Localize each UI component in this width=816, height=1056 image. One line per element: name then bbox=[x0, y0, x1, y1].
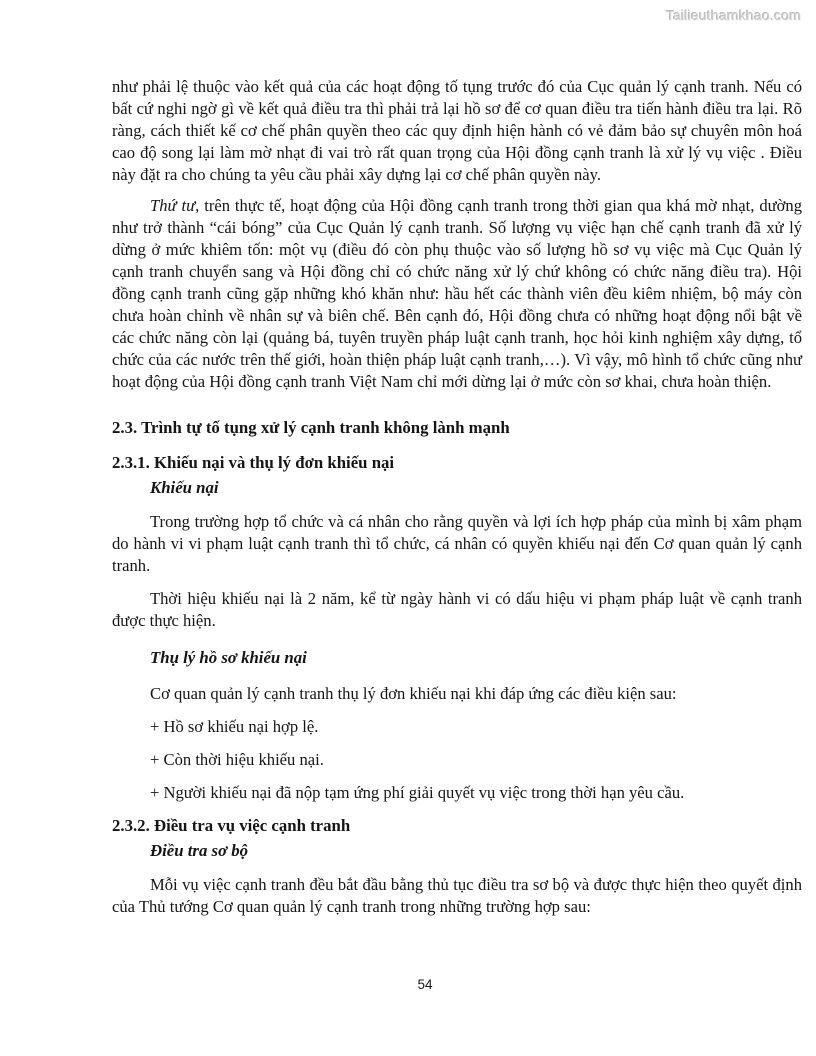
paragraph-continuation: như phải lệ thuộc vào kết quả của các hoạt động tố tụng trước đó của Cục quản lý cạnh tranh. Nếu có bất cứ nghi ngờ gì về kết quả điều tra thì phải trả lại hồ sơ để cơ quan điều tra tiến hành điều tra lại. Rõ ràng, cách thiết kế cơ chế phân quyền theo các quy định hiện hành có vẻ đảm bảo sự chuyên môn hoá cao độ song lại làm mờ nhạt đi vai trò rất quan trọng của Hội đồng cạnh tranh là xử lý vụ việc . Điều này đặt ra cho chúng ta yêu cầu phải xây dựng lại cơ chế phân quyền này. bbox=[112, 77, 802, 184]
subheading-thu-ly-ho-so: Thụ lý hồ sơ khiếu nại bbox=[150, 648, 307, 667]
bullet-con-thoi-hieu: + Còn thời hiệu khiếu nại. bbox=[150, 750, 324, 769]
bullet-ho-so-hop-le: + Hồ sơ khiếu nại hợp lệ. bbox=[150, 717, 319, 736]
page-footer bbox=[0, 976, 816, 994]
subheading-dieu-tra-so-bo: Điều tra sơ bộ bbox=[150, 841, 249, 860]
paragraph-khieu-nai-dinh-nghia: Trong trường hợp tổ chức và cá nhân cho rằng quyền và lợi ích hợp pháp của mình bị xâm phạm do hành vi vi phạm luật cạnh tranh thì tổ chức, cá nhân có quyền khiếu nại đến Cơ quan quản lý cạnh tranh. bbox=[112, 512, 802, 575]
document-body bbox=[112, 76, 802, 918]
paragraph-thu-tu-text: , trên thực tế, hoạt động của Hội đồng cạnh tranh trong thời gian qua khá mờ nhạt, dường như trở thành “cái bóng” của Cục Quản lý cạnh tranh. Số lượng vụ việc hạn chế cạnh tranh đã xử lý dừng ở mức khiêm tốn: một vụ (điều đó còn phụ thuộc vào số lượng hồ sơ vụ việc mà Cục Quản lý cạnh tranh chuyển sang và Hội đồng chỉ có chức năng xử lý chứ không có chức năng điều tra). Hội đồng cạnh tranh cũng gặp những khó khăn như: hầu hết các thành viên đều kiêm nhiệm, bộ máy còn chưa hoàn chỉnh về nhân sự và biên chế. Bên cạnh đó, Hội đồng chưa có những hoạt động nổi bật về các chức năng còn lại (quảng bá, tuyên truyền pháp luật cạnh tranh, học hỏi kinh nghiệm xây dựng, tổ chức của các nước trên thế giới, hoàn thiện pháp luật cạnh tranh,…). Vì vậy, mô hình tổ chức cũng như hoạt động của Hội đồng cạnh tranh Việt Nam chỉ mới dừng lại ở mức còn sơ khai, chưa hoàn thiện. bbox=[112, 196, 803, 391]
paragraph-thu-tu bbox=[112, 195, 802, 393]
section-heading-2-3-1: 2.3.1. Khiếu nại và thụ lý đơn khiếu nại bbox=[112, 453, 395, 472]
page-number: 54 bbox=[417, 977, 433, 992]
section-heading-2-3: 2.3. Trình tự tố tụng xử lý cạnh tranh không lành mạnh bbox=[112, 418, 510, 437]
paragraph-thoi-hieu: Thời hiệu khiếu nại là 2 năm, kể từ ngày hành vi có dấu hiệu vi phạm pháp luật về cạnh tranh được thực hiện. bbox=[112, 589, 802, 630]
subheading-khieu-nai: Khiếu nại bbox=[150, 478, 219, 497]
paragraph-dieu-tra-so-bo: Mỗi vụ việc cạnh tranh đều bắt đầu bằng thủ tục điều tra sơ bộ và được thực hiện theo quyết định của Thủ tướng Cơ quan quản lý cạnh tranh trong những trường hợp sau: bbox=[112, 875, 802, 916]
bullet-nop-tam-ung-phi: + Người khiếu nại đã nộp tạm ứng phí giải quyết vụ việc trong thời hạn yêu cầu. bbox=[150, 783, 685, 802]
paragraph-dieu-kien-thu-ly: Cơ quan quản lý cạnh tranh thụ lý đơn khiếu nại khi đáp ứng các điều kiện sau: bbox=[150, 684, 677, 703]
paragraph-lead-italic: Thứ tư bbox=[150, 196, 196, 215]
section-heading-2-3-2: 2.3.2. Điều tra vụ việc cạnh tranh bbox=[112, 816, 351, 835]
watermark-text: Tailieuthamkhao.com bbox=[665, 7, 801, 23]
